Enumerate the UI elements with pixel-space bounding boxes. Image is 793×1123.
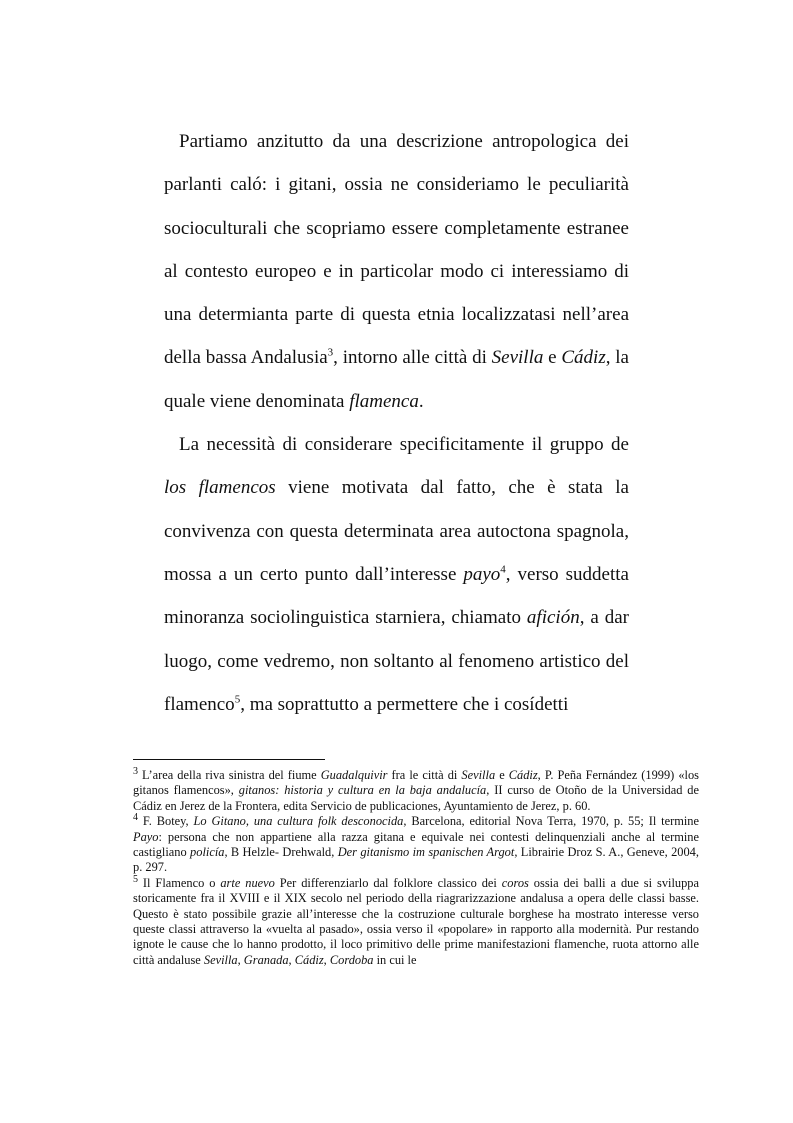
footnote-3: $^3$ L’area della riva sinistra del fiume Guadalquivir fra le città di Sevilla e Cádiz, P. Peña Fernández (1999) «los gitanos flamencos», gitanos: historia y cultura en la baja andalucía, II curso de Otoño de la Universidad de Cádiz en Jerez de la Frontera, edita Servicio de publicaciones, Ayuntamiento de Jerez, p. 60.	[133, 765, 700, 813]
footnote-4: $^4$ F. Botey, Lo Gitano, una cultura folk desconocida, Barcelona, editorial Nova Terra, 1970, p. 55; Il termine Payo: persona che non appartiene alla razza gitana e equivale nei contesti delinquenziali anche al termine castigliano policía, B Helzle- Drehwald, Der gitanismo im spanischen Argot, Librairie Droz S. A., Geneve, 2004, p. 297.	[133, 812, 699, 875]
footnote-number: 3	[133, 765, 138, 777]
footnote-number: 4	[133, 812, 138, 824]
footnote-ref-5[interactable]: 5	[234, 693, 241, 706]
footnote-number: 5	[133, 873, 138, 885]
footnote-divider	[133, 759, 325, 760]
footnotes	[133, 765, 700, 968]
paragraph-1: Partiamo anzitutto da una descrizione antropologica dei parlanti caló: i gitani, ossia ne consideriamo le peculiarità socioculturali che scopriamo essere completamente estranee al contesto europeo e in particolar modo ci interessiamo di una determianta parte di questa etnia localizzatasi nell’area della bassa Andalusia$^3$, intorno alle città di Sevilla e Cádiz, la quale viene denominata flamenca.	[164, 131, 629, 412]
paragraph-2: La necessità di considerare specificitamente il gruppo de los flamencos viene motivata dal fatto, che è stata la convivenza con questa determinata area autoctona spagnola, mossa a un certo punto dall’interesse payo$^4$, verso suddetta minoranza sociolinguistica starniera, chiamato afición, a dar luogo, come vedremo, non soltanto al fenomeno artistico del flamenco$^5$, ma soprattutto a permettere che i cosídetti	[164, 434, 629, 715]
footnote-5: $^5$ Il Flamenco o arte nuevo Per differenziarlo dal folklore classico dei coros ossia dei balli a due si sviluppa storicamente fra il XVIII e il XIX secolo nel periodo della riagrarizzazione andalusa a opera delle classi basse. Questo è stato possibile grazie all’interesse che la costruzione culturale borghese ha mostrato interesse verso queste classi attraverso la «vuelta al pasado», ossia verso il «popolare» in rapporto alla modernità. Pur restando ignote le cause che lo hanno prodotto, il loco primitivo delle prime manifestazioni flamenche, ruota attorno alle città andaluse Sevilla, Granada, Cádiz, Cordoba in cui le	[133, 873, 699, 967]
main-text	[164, 120, 629, 726]
footnote-ref-4[interactable]: 4	[500, 563, 506, 576]
footnote-ref-3[interactable]: 3	[327, 347, 334, 360]
